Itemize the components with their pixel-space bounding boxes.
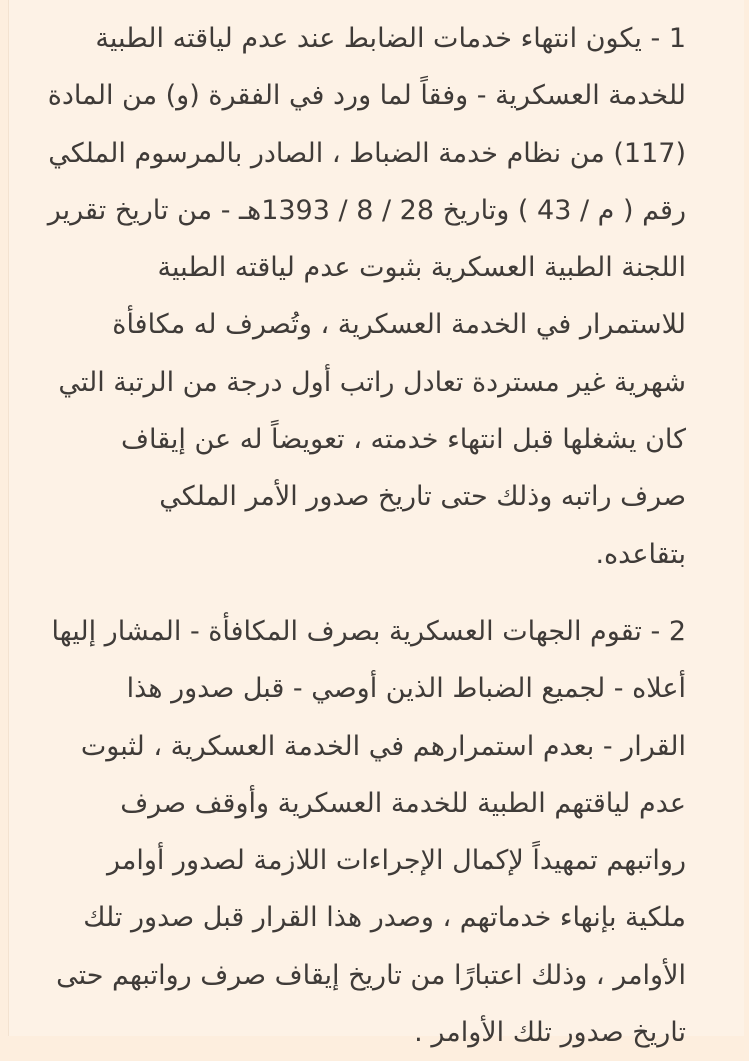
text-line: اللجنة الطبية العسكرية بثبوت عدم لياقته الطبية (157, 252, 686, 284)
text-line: تاريخ صدور تلك الأوامر . (414, 1017, 686, 1049)
document-page (8, 0, 744, 1049)
text-line: رواتبهم تمهيداً لإكمال الإجراءات اللازمة لصدور أوامر (107, 845, 686, 877)
text-line: كان يشغلها قبل انتهاء خدمته ، تعويضاً له عن إيقاف (121, 424, 686, 456)
text-line: (117) من نظام خدمة الضباط ، الصادر بالمرسوم الملكي (48, 137, 686, 169)
text-line: صرف راتبه وذلك حتى تاريخ صدور الأمر الملكي (159, 481, 686, 513)
text-line: للاستمرار في الخدمة العسكرية ، وتُصرف له مكافأة (112, 309, 686, 341)
text-line: القرار - بعدم استمرارهم في الخدمة العسكرية ، لثبوت (80, 730, 686, 762)
text-line: شهرية غير مستردة تعادل راتب أول درجة من الرتبة التي (58, 366, 686, 398)
text-line: أعلاه - لجميع الضباط الذين أوصي - قبل صدور هذا (126, 673, 686, 705)
paragraph-1 (47, 10, 686, 583)
text-line: عدم لياقتهم الطبية للخدمة العسكرية وأوقف صرف (120, 787, 686, 819)
text-line: الأوامر ، وذلك اعتبارًا من تاريخ إيقاف صرف رواتبهم حتى (56, 959, 686, 991)
text-line: رقم ( م / 43 ) وتاريخ 28 / 8 / 1393هـ - من تاريخ تقرير (47, 194, 686, 226)
text-line: 1 - يكون انتهاء خدمات الضابط عند عدم لياقته الطبية (95, 23, 686, 54)
text-line: ملكية بإنهاء خدماتهم ، وصدر هذا القرار قبل صدور تلك (83, 902, 686, 934)
text-line: بتقاعده. (595, 538, 686, 570)
paragraph-2 (51, 603, 686, 1061)
document-body (47, 10, 686, 1061)
text-line: للخدمة العسكرية - وفقاً لما ورد في الفقرة (و) من المادة (47, 80, 686, 112)
text-line: 2 - تقوم الجهات العسكرية بصرف المكافأة - المشار إليها (51, 615, 686, 647)
